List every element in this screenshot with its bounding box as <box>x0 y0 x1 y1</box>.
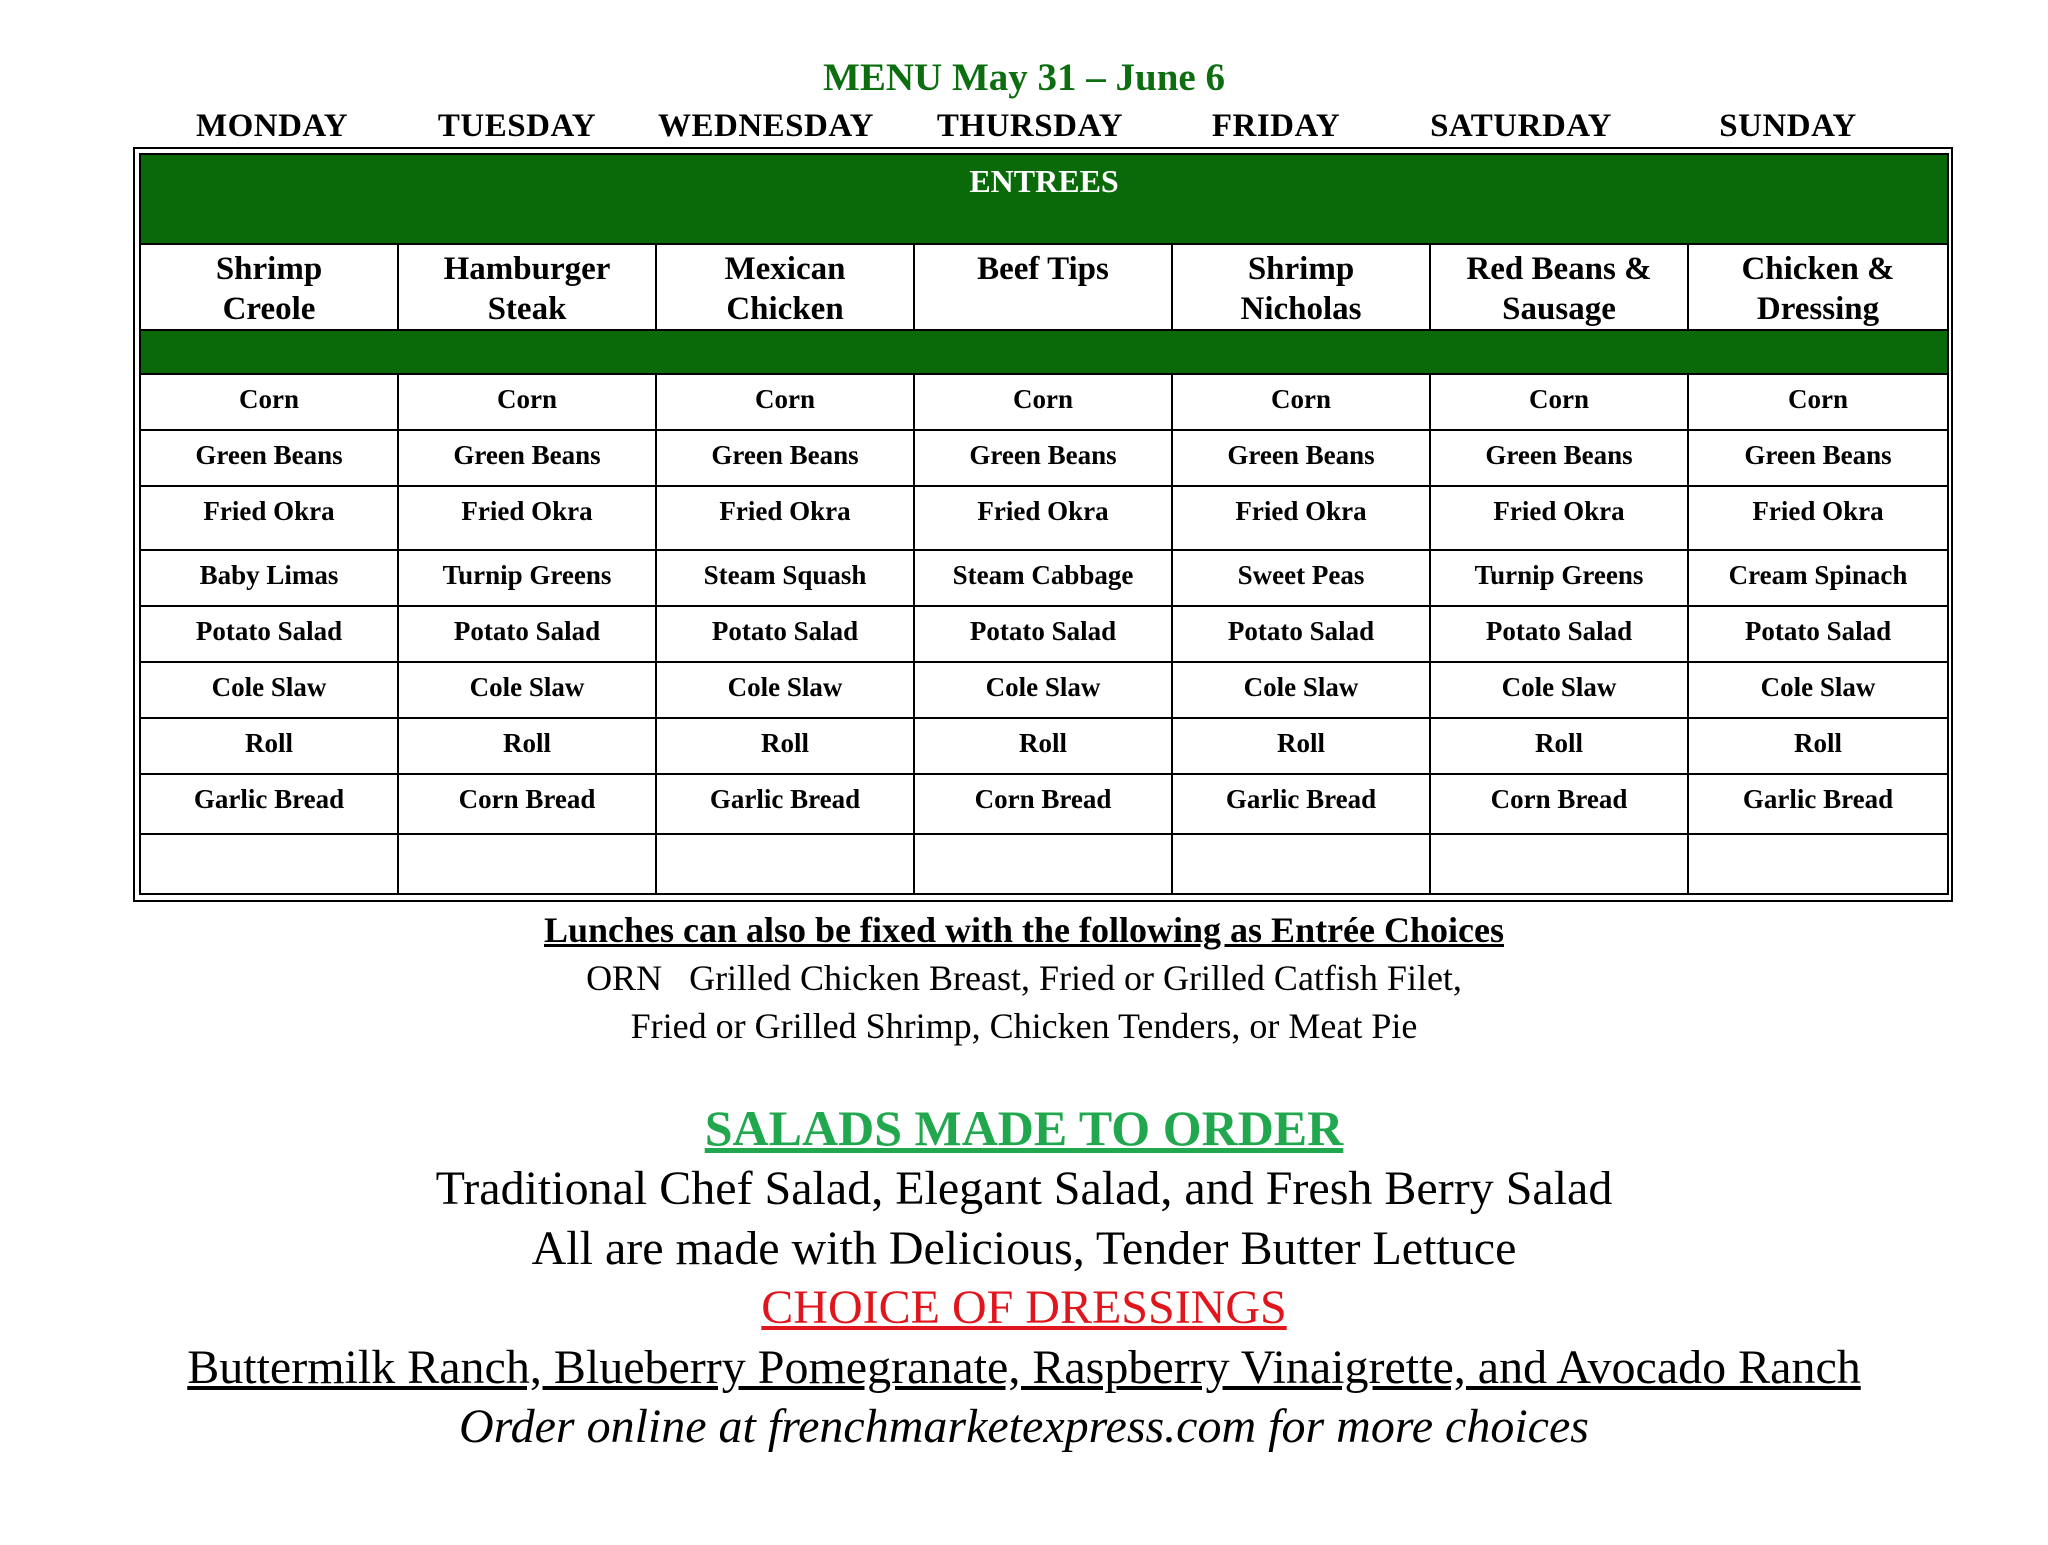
side-cell: Fried Okra <box>398 486 656 550</box>
menu-table-body <box>140 154 1948 894</box>
entree-row <box>140 244 1948 330</box>
side-cell: Fried Okra <box>1688 486 1948 550</box>
dressings-heading: CHOICE OF DRESSINGS <box>761 1281 1287 1334</box>
entree-line: Beef Tips <box>977 251 1109 287</box>
side-cell <box>398 834 656 894</box>
side-cell: Green Beans <box>1172 430 1430 486</box>
entree-line: Shrimp <box>215 251 323 287</box>
side-cell: Turnip Greens <box>398 550 656 606</box>
entree-line: Shrimp <box>1247 251 1355 287</box>
side-cell: Roll <box>1172 718 1430 774</box>
side-row <box>140 662 1948 718</box>
side-cell: Roll <box>914 718 1172 774</box>
side-cell <box>1688 834 1948 894</box>
side-cell: Potato Salad <box>656 606 914 662</box>
side-cell: Roll <box>140 718 398 774</box>
green-divider-row <box>140 330 1948 374</box>
side-cell: Corn <box>1430 374 1688 430</box>
menu-table <box>139 153 1949 895</box>
side-row <box>140 606 1948 662</box>
side-cell: Corn <box>656 374 914 430</box>
side-cell: Potato Salad <box>914 606 1172 662</box>
side-cell: Fried Okra <box>1172 486 1430 550</box>
day-sunday: SUNDAY <box>1719 108 1857 144</box>
side-cell: Cole Slaw <box>140 662 398 718</box>
entree-line: Creole <box>222 291 316 327</box>
entree-choices-line-2: Fried or Grilled Shrimp, Chicken Tenders, or Meat Pie <box>630 1006 1418 1046</box>
side-cell: Cream Spinach <box>1688 550 1948 606</box>
side-row <box>140 550 1948 606</box>
side-cell: Corn <box>1172 374 1430 430</box>
entree-line: Hamburger <box>443 251 611 287</box>
side-cell: Green Beans <box>140 430 398 486</box>
side-cell: Green Beans <box>656 430 914 486</box>
entree-choices-heading: Lunches can also be fixed with the following as Entrée Choices <box>543 910 1504 950</box>
side-cell: Corn <box>914 374 1172 430</box>
side-cell: Fried Okra <box>914 486 1172 550</box>
side-cell: Potato Salad <box>1430 606 1688 662</box>
side-cell <box>914 834 1172 894</box>
side-cell: Potato Salad <box>1688 606 1948 662</box>
side-row <box>140 486 1948 550</box>
entree-line: Chicken & <box>1741 251 1895 287</box>
side-cell: Potato Salad <box>1172 606 1430 662</box>
dressings-list: Buttermilk Ranch, Blueberry Pomegranate, Raspberry Vinaigrette, and Avocado Ranch <box>187 1341 1861 1394</box>
side-cell: Corn Bread <box>914 774 1172 834</box>
entree-cell <box>1688 244 1948 330</box>
order-online-note: Order online at frenchmarketexpress.com for more choices <box>459 1400 1589 1453</box>
side-cell: Green Beans <box>914 430 1172 486</box>
side-cell: Potato Salad <box>140 606 398 662</box>
entree-line: Mexican <box>724 251 846 287</box>
side-cell: Green Beans <box>398 430 656 486</box>
side-cell: Fried Okra <box>656 486 914 550</box>
entree-cell <box>398 244 656 330</box>
day-monday: MONDAY <box>195 108 349 144</box>
side-row <box>140 430 1948 486</box>
side-cell: Fried Okra <box>140 486 398 550</box>
side-cell: Baby Limas <box>140 550 398 606</box>
side-cell: Cole Slaw <box>1430 662 1688 718</box>
side-cell: Turnip Greens <box>1430 550 1688 606</box>
day-saturday: SATURDAY <box>1430 108 1612 144</box>
side-cell: Cole Slaw <box>656 662 914 718</box>
entree-cell <box>1430 244 1688 330</box>
day-tuesday: TUESDAY <box>437 108 597 144</box>
side-cell: Roll <box>656 718 914 774</box>
side-cell: Garlic Bread <box>1688 774 1948 834</box>
green-divider <box>140 330 1948 374</box>
day-header-row <box>0 106 2048 146</box>
entree-line: Red Beans & <box>1466 251 1652 287</box>
side-cell: Roll <box>398 718 656 774</box>
side-cell: Steam Cabbage <box>914 550 1172 606</box>
menu-title: MENU May 31 – June 6 <box>823 56 1225 99</box>
salads-heading: SALADS MADE TO ORDER <box>704 1100 1344 1156</box>
side-cell: Cole Slaw <box>1688 662 1948 718</box>
side-row <box>140 718 1948 774</box>
side-cell: Cole Slaw <box>398 662 656 718</box>
entree-line: Steak <box>487 291 567 327</box>
side-cell: Corn Bread <box>1430 774 1688 834</box>
side-cell: Garlic Bread <box>140 774 398 834</box>
entree-line: Dressing <box>1756 291 1880 327</box>
entree-cell <box>140 244 398 330</box>
entree-choices-line-1: ORN Grilled Chicken Breast, Fried or Grilled Catfish Filet, <box>586 958 1462 998</box>
side-cell <box>1172 834 1430 894</box>
entree-cell <box>1172 244 1430 330</box>
salads-line-1: Traditional Chef Salad, Elegant Salad, and Fresh Berry Salad <box>435 1162 1613 1215</box>
side-cell: Green Beans <box>1688 430 1948 486</box>
entree-cell <box>914 244 1172 330</box>
side-row <box>140 774 1948 834</box>
side-cell: Green Beans <box>1430 430 1688 486</box>
side-cell: Sweet Peas <box>1172 550 1430 606</box>
side-cell: Fried Okra <box>1430 486 1688 550</box>
side-cell <box>1430 834 1688 894</box>
side-cell: Garlic Bread <box>656 774 914 834</box>
side-row <box>140 834 1948 894</box>
side-cell <box>140 834 398 894</box>
side-cell: Potato Salad <box>398 606 656 662</box>
entree-line: Nicholas <box>1240 291 1362 327</box>
day-wednesday: WEDNESDAY <box>657 108 875 144</box>
side-cell: Corn <box>398 374 656 430</box>
entree-line: Sausage <box>1502 291 1616 327</box>
side-cell: Roll <box>1430 718 1688 774</box>
salads-line-2: All are made with Delicious, Tender Butter Lettuce <box>531 1222 1517 1275</box>
entrees-heading: ENTREES <box>140 154 1948 244</box>
side-cell: Corn Bread <box>398 774 656 834</box>
side-cell: Steam Squash <box>656 550 914 606</box>
side-cell: Corn <box>140 374 398 430</box>
day-friday: FRIDAY <box>1211 108 1341 144</box>
entrees-band-row <box>140 154 1948 244</box>
side-row <box>140 374 1948 430</box>
entree-line: Chicken <box>726 291 844 327</box>
entree-line <box>915 289 1171 329</box>
side-cell: Cole Slaw <box>914 662 1172 718</box>
side-cell: Cole Slaw <box>1172 662 1430 718</box>
side-cell: Garlic Bread <box>1172 774 1430 834</box>
side-cell <box>656 834 914 894</box>
entree-cell <box>656 244 914 330</box>
side-cell: Corn <box>1688 374 1948 430</box>
side-cell: Roll <box>1688 718 1948 774</box>
day-thursday: THURSDAY <box>936 108 1124 144</box>
